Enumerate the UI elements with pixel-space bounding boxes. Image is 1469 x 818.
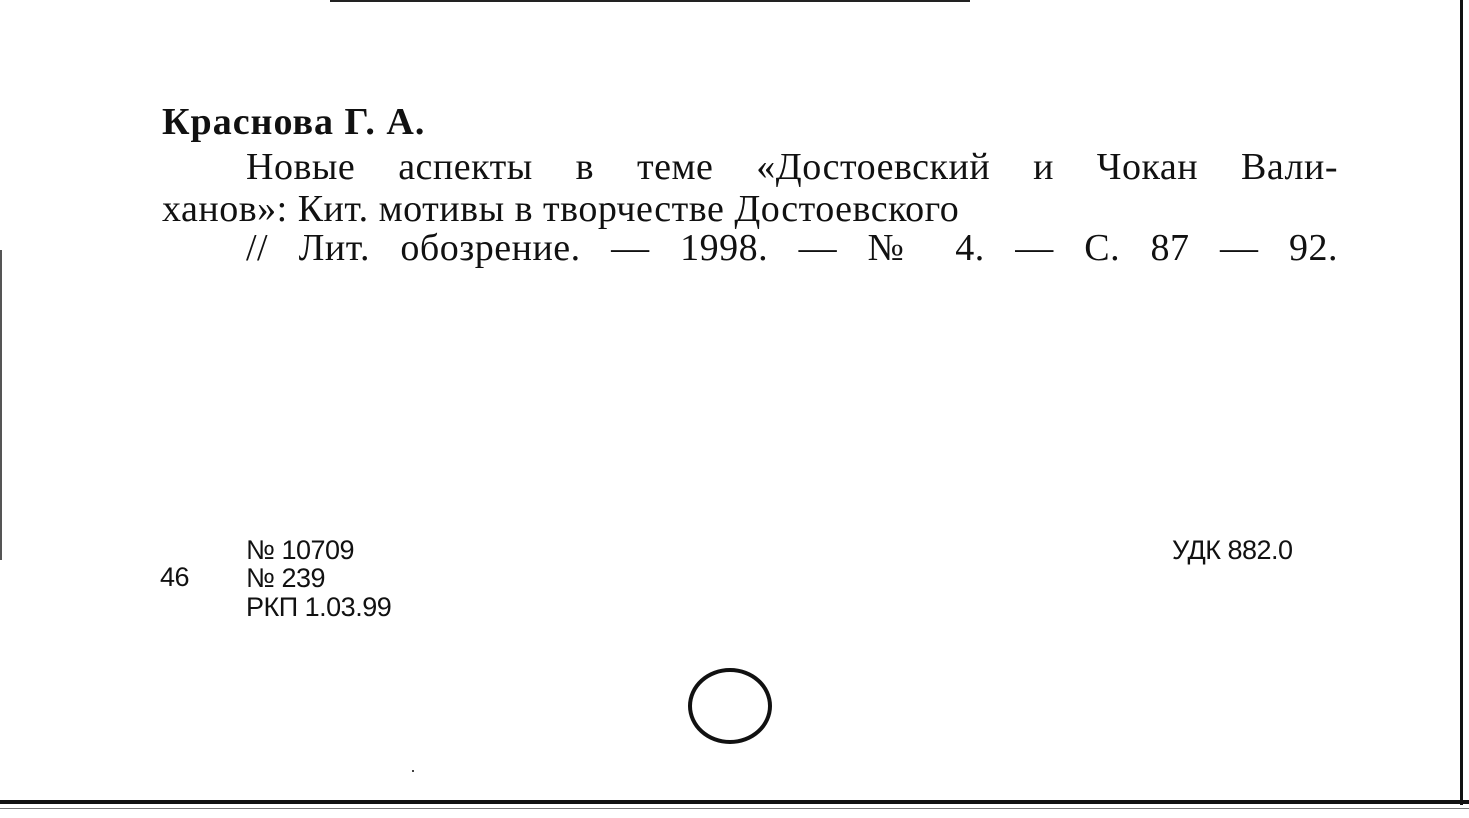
udk-code: УДК 882.0 xyxy=(1172,535,1293,565)
card-bottom-edge xyxy=(0,800,1469,804)
card-right-edge xyxy=(1460,0,1463,805)
card-top-edge xyxy=(330,0,970,2)
source-line: // Лит. обозрение. — 1998. — № 4. — С. 87 — 92. xyxy=(246,227,1338,269)
card-bottom-edge-shadow xyxy=(0,808,1469,809)
card-page-number: 46 xyxy=(160,562,190,592)
author-heading: Краснова Г. А. xyxy=(162,101,426,143)
title-line-2: ханов»: Кит. мотивы в творчестве Достоевского xyxy=(162,188,960,230)
registry-date: РКП 1.03.99 xyxy=(246,592,392,622)
registry-number-2: № 239 xyxy=(246,563,326,593)
scan-speck xyxy=(412,770,414,772)
registry-number-1: № 10709 xyxy=(246,535,355,565)
card-left-edge xyxy=(0,250,2,560)
punch-hole xyxy=(688,668,772,744)
title-line-1: Новые аспекты в теме «Достоевский и Чокан Вали- xyxy=(246,146,1338,188)
